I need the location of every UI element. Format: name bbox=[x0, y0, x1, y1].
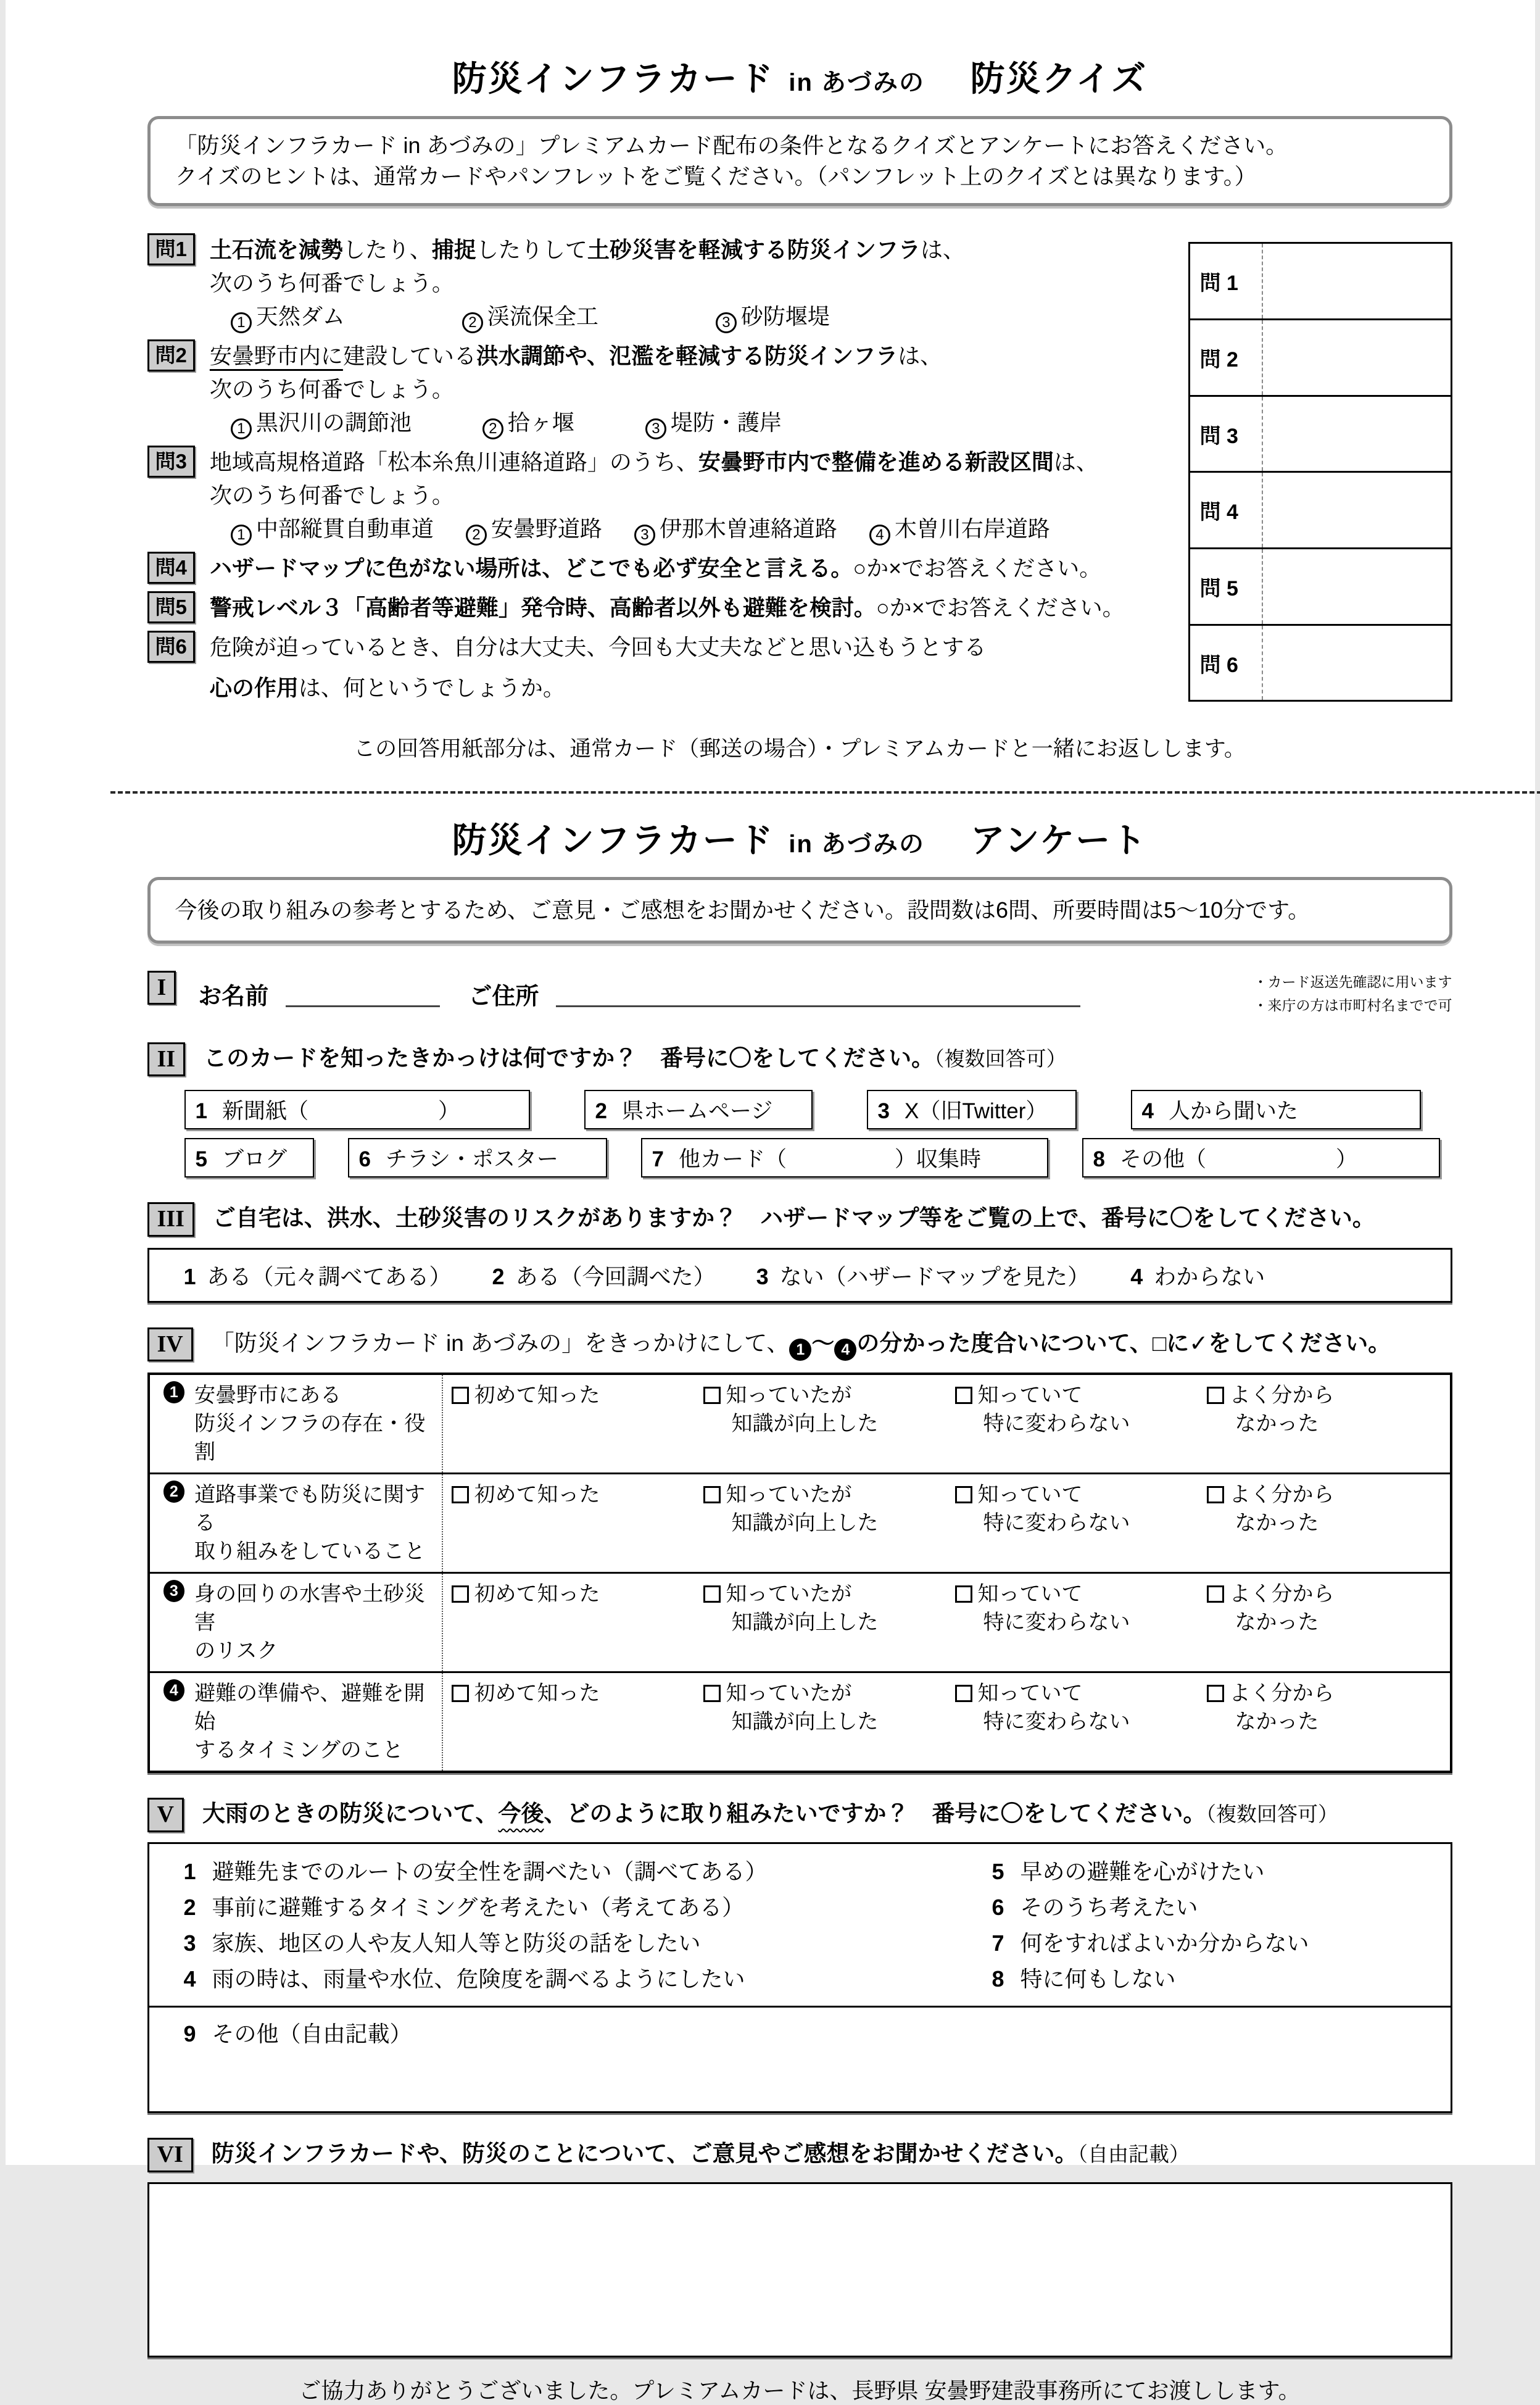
source-option-word-of-mouth[interactable]: 4 人から聞いた bbox=[1131, 1090, 1421, 1129]
section-4-title-plain: 「防災インフラカード in あづみの」をきっかけにして、 bbox=[212, 1331, 790, 1356]
understanding-row-3: 3 身の回りの水害や土砂災害 のリスク 初めて知った 知っていたが 知識が向上した 知っていて 特に変わらない よく分から なかった bbox=[150, 1574, 1450, 1673]
checkbox-icon[interactable] bbox=[452, 1685, 469, 1702]
section-6-badge: VI bbox=[147, 2138, 193, 2172]
survey-title-suffix: アンケート bbox=[971, 821, 1148, 860]
checkbox-icon[interactable] bbox=[703, 1387, 721, 1404]
checkbox-icon[interactable] bbox=[955, 1685, 972, 1702]
answer-sheet-page bbox=[6, 0, 1535, 2165]
return-note: この回答用紙部分は、通常カード（郵送の場合）・プレミアムカードと一緒にお返しします。 bbox=[147, 732, 1452, 763]
row4-option-did-not-understand: よく分から なかった bbox=[1198, 1673, 1450, 1771]
section-5-note: （複数回答可） bbox=[1206, 1803, 1338, 1826]
question-3-option-3: 3 伊那木曽連絡道路 bbox=[634, 512, 837, 546]
checkbox-icon[interactable] bbox=[703, 1685, 721, 1702]
address-field[interactable] bbox=[556, 981, 1080, 1007]
answer-label-6: 問 6 bbox=[1190, 626, 1263, 700]
question-1-badge: 問1 bbox=[147, 233, 195, 265]
row4-option-knew-improved: 知っていたが 知識が向上した bbox=[695, 1673, 946, 1771]
checkbox-icon[interactable] bbox=[452, 1486, 469, 1503]
row1-option-knew-unchanged: 知っていて 特に変わらない bbox=[946, 1375, 1198, 1472]
section-2-title: このカードを知ったきかっけは何ですか？ 番号に〇をしてください。 bbox=[204, 1045, 934, 1071]
question-6-badge: 問6 bbox=[147, 631, 195, 662]
note-municipality: ・来庁の方は市町村名までで可 bbox=[1254, 994, 1452, 1018]
checkbox-icon[interactable] bbox=[955, 1486, 972, 1503]
risk-options-box bbox=[147, 1248, 1452, 1303]
quiz-question-4 bbox=[147, 552, 1172, 585]
answer-label-5: 問 5 bbox=[1190, 549, 1263, 624]
section-4-title-bold: の分かった度合いについて、□に✓をしてください。 bbox=[856, 1331, 1391, 1356]
understanding-table bbox=[147, 1373, 1452, 1773]
survey-title bbox=[147, 821, 1452, 860]
risk-option-4[interactable]: 4 わからない bbox=[1130, 1260, 1265, 1291]
section-4-badge: IV bbox=[147, 1327, 193, 1362]
question-2-prompt: 次のうち何番でしょう。 bbox=[210, 373, 1172, 406]
understanding-row-4: 4 避難の準備や、避難を開始 するタイミングのこと 初めて知った 知っていたが 知識が向上した 知っていて 特に変わらない よく分から なかった bbox=[150, 1673, 1450, 1771]
section-5-title-wavy: 今後 bbox=[498, 1801, 544, 1826]
row3-option-first-learned: 初めて知った bbox=[443, 1574, 695, 1671]
filled-circle-number-icon: 2 bbox=[164, 1481, 185, 1503]
answer-row-5 bbox=[1190, 549, 1451, 626]
section-2-how-learned bbox=[147, 1042, 1452, 1178]
question-4-badge: 問4 bbox=[147, 552, 195, 583]
checkbox-icon[interactable] bbox=[1207, 1585, 1224, 1603]
source-option-pref-website[interactable]: 2 県ホームページ bbox=[584, 1090, 813, 1129]
row2-option-knew-unchanged: 知っていて 特に変わらない bbox=[946, 1474, 1198, 1572]
section-6-note: （自由記載） bbox=[1078, 2143, 1190, 2166]
question-6-text-line-2: 心の作用は、何というでしょうか。 bbox=[210, 671, 1172, 705]
question-2-option-2: 2 拾ヶ堰 bbox=[482, 406, 574, 439]
checkbox-icon[interactable] bbox=[1207, 1486, 1224, 1503]
quiz-question-1 bbox=[147, 233, 1172, 333]
question-1-text: 土石流を減勢したり、捕捉したりして土砂災害を軽減する防災インフラは、 bbox=[210, 233, 1172, 267]
circled-number-icon: 2 bbox=[462, 312, 483, 333]
answer-cell-3[interactable] bbox=[1263, 397, 1451, 471]
question-5-text: 警戒レベル３「高齢者等避難」発令時、高齢者以外も避難を検討。○か×でお答えください。 bbox=[210, 591, 1172, 625]
question-2-option-1: 1 黒沢川の調節池 bbox=[231, 406, 412, 439]
action-options-left-column bbox=[184, 1854, 992, 1997]
section-5-title-part-2: 、どのように取り組みたいですか？ 番号に〇をしてください。 bbox=[544, 1801, 1206, 1826]
checkbox-icon[interactable] bbox=[1207, 1685, 1224, 1702]
risk-option-2[interactable]: 2 ある（今回調べた） bbox=[492, 1260, 716, 1291]
question-1-prompt: 次のうち何番でしょう。 bbox=[210, 267, 1172, 300]
question-1-option-1: 1 天然ダム bbox=[231, 300, 345, 333]
section-4-understanding: IV 「防災インフラカード in あづみの」をきっかけにして、 1 ～ 4 の分かった度合いについて、□に✓をしてください。 1 安曇野市にある 防災インフラの存在・役割 初めて知った 知っていたが 知識が向上した 知っていて 特に変わらない よく分から なかった 2 道路事業でも防災に関する 取り組みをしていること 初めて知った 知っていたが 知識が向上した 知っていて 特に変わらない よく分から なかった 3 身の回りの水害や土砂災害 のリスク 初めて知った 知っていたが 知識が向上した 知っていて 特に変わらない よく分から なかった 4 避難の準備や、避難を開始 するタイミングのこと 初めて知った 知っていたが 知識が向上した 知っていて 特に変わらない よく分から なかった bbox=[147, 1327, 1452, 1774]
action-option-7[interactable]: 7 何をすればよいか分からない bbox=[992, 1925, 1432, 1961]
question-2-option-3: 3 堤防・護岸 bbox=[645, 406, 782, 439]
question-3-text: 地域高規格道路「松本糸魚川連絡道路」のうち、安曇野市内で整備を進める新設区間は、 bbox=[210, 446, 1172, 479]
quiz-question-6 bbox=[147, 631, 1172, 705]
section-3-title: ご自宅は、洪水、土砂災害のリスクがありますか？ ハザードマップ等をご覧の上で、番号に〇をしてください。 bbox=[213, 1202, 1375, 1234]
question-3-options bbox=[210, 512, 1172, 546]
question-3-badge: 問3 bbox=[147, 446, 195, 477]
circled-number-icon: 3 bbox=[645, 418, 666, 439]
question-2-text: 安曇野市内に建設している洪水調節や、氾濫を軽減する防災インフラは、 bbox=[210, 339, 1172, 373]
checkbox-icon[interactable] bbox=[955, 1585, 972, 1603]
answer-cell-2[interactable] bbox=[1263, 320, 1451, 395]
row2-option-knew-improved: 知っていたが 知識が向上した bbox=[695, 1474, 946, 1572]
action-option-6[interactable]: 6 そのうち考えたい bbox=[992, 1890, 1432, 1925]
filled-circle-number-icon: 1 bbox=[789, 1339, 811, 1361]
action-options-box bbox=[147, 1842, 1452, 2113]
quiz-intro-line-2: クイズのヒントは、通常カードやパンフレットをご覧ください。（パンフレット上のクイズとは異なります。） bbox=[175, 161, 1425, 192]
circled-number-icon: 2 bbox=[466, 525, 487, 546]
quiz-intro-line-1: 「防災インフラカード in あづみの」プレミアムカード配布の条件となるクイズとアンケートにお答えください。 bbox=[175, 130, 1425, 161]
answer-cell-6[interactable] bbox=[1263, 626, 1451, 700]
survey-title-main: 防災インフラカード bbox=[452, 821, 774, 860]
quiz-question-3 bbox=[147, 446, 1172, 546]
answer-row-6 bbox=[1190, 626, 1451, 700]
section-5-future-actions bbox=[147, 1798, 1452, 2113]
quiz-questions bbox=[147, 233, 1172, 705]
question-2-options bbox=[210, 406, 1172, 439]
section-1-notes bbox=[1254, 971, 1452, 1018]
quiz-title-suffix: 防災クイズ bbox=[971, 59, 1148, 98]
row3-option-did-not-understand: よく分から なかった bbox=[1198, 1574, 1450, 1671]
understanding-row-1: 1 安曇野市にある 防災インフラの存在・役割 初めて知った 知っていたが 知識が向上した 知っていて 特に変わらない よく分から なかった bbox=[150, 1375, 1450, 1474]
circled-number-icon: 1 bbox=[231, 418, 252, 439]
section-1-name-address bbox=[147, 971, 1452, 1018]
risk-option-3[interactable]: 3 ない（ハザードマップを見た） bbox=[756, 1260, 1090, 1291]
quiz-title bbox=[147, 59, 1452, 99]
question-3-option-1: 1 中部縦貫自動車道 bbox=[231, 512, 434, 546]
checkbox-icon[interactable] bbox=[452, 1387, 469, 1404]
action-option-other bbox=[149, 2008, 1451, 2111]
question-3-option-4: 4 木曽川右岸道路 bbox=[869, 512, 1050, 546]
action-option-4[interactable]: 4 雨の時は、雨量や水位、危険度を調べるようにしたい bbox=[184, 1961, 992, 1997]
answer-row-2 bbox=[1190, 320, 1451, 397]
note-card-return: ・カード返送先確認に用います bbox=[1254, 971, 1452, 994]
address-label: ご住所 bbox=[468, 977, 539, 1011]
question-1-option-3: 3 砂防堰堤 bbox=[716, 300, 830, 333]
row4-option-knew-unchanged: 知っていて 特に変わらない bbox=[946, 1673, 1198, 1771]
source-options-row-2 bbox=[184, 1138, 1452, 1178]
row2-option-first-learned: 初めて知った bbox=[443, 1474, 695, 1572]
action-options-right-column bbox=[992, 1854, 1432, 1997]
checkbox-icon[interactable] bbox=[452, 1585, 469, 1603]
source-option-other-card[interactable]: 7 他カード（ ）収集時 bbox=[641, 1138, 1048, 1178]
answer-label-3: 問 3 bbox=[1190, 397, 1263, 471]
comments-free-text-area[interactable] bbox=[147, 2182, 1452, 2357]
filled-circle-number-icon: 3 bbox=[164, 1580, 185, 1602]
quiz-question-2 bbox=[147, 339, 1172, 439]
footer-thanks: ご協力ありがとうございました。プレミアムカードは、長野県 安曇野建設事務所にてお渡しします。 bbox=[147, 2374, 1452, 2405]
question-3-prompt: 次のうち何番でしょう。 bbox=[210, 479, 1172, 512]
section-5-title-part-1: 大雨のときの防災について、 bbox=[202, 1801, 499, 1826]
row2-option-did-not-understand: よく分から なかった bbox=[1198, 1474, 1450, 1572]
understanding-row-2: 2 道路事業でも防災に関する 取り組みをしていること 初めて知った 知っていたが 知識が向上した 知っていて 特に変わらない よく分から なかった bbox=[150, 1474, 1450, 1574]
answer-label-1: 問 1 bbox=[1190, 244, 1263, 318]
answer-label-2: 問 2 bbox=[1190, 320, 1263, 395]
risk-option-1[interactable]: 1 ある（元々調べてある） bbox=[184, 1260, 452, 1291]
row4-option-first-learned: 初めて知った bbox=[443, 1673, 695, 1771]
quiz-body bbox=[147, 233, 1452, 721]
other-free-text-area[interactable] bbox=[184, 2052, 1432, 2111]
filled-circle-number-icon: 1 bbox=[164, 1381, 185, 1403]
quiz-title-mid: in あづみの bbox=[789, 69, 925, 96]
section-6-comments bbox=[147, 2138, 1452, 2357]
question-6-text-line-1: 危険が迫っているとき、自分は大丈夫、今回も大丈夫などと思い込もうとする bbox=[210, 631, 1172, 664]
survey-intro-text: 今後の取り組みの参考とするため、ご意見・ご感想をお聞かせください。設問数は6問、所要時間は5～10分です。 bbox=[175, 895, 1425, 926]
circled-number-icon: 2 bbox=[482, 418, 503, 439]
source-option-newspaper[interactable]: 1 新聞紙（ ） bbox=[184, 1090, 530, 1129]
action-option-5[interactable]: 5 早めの避難を心がけたい bbox=[992, 1854, 1432, 1890]
quiz-answer-table bbox=[1188, 242, 1452, 702]
answer-label-4: 問 4 bbox=[1190, 473, 1263, 547]
row1-option-first-learned: 初めて知った bbox=[443, 1375, 695, 1472]
answer-row-4 bbox=[1190, 473, 1451, 549]
checkbox-icon[interactable] bbox=[1207, 1387, 1224, 1404]
row1-option-did-not-understand: よく分から なかった bbox=[1198, 1375, 1450, 1472]
row3-option-knew-unchanged: 知っていて 特に変わらない bbox=[946, 1574, 1198, 1671]
circled-number-icon: 3 bbox=[716, 312, 737, 333]
source-option-flyer-poster[interactable]: 6 チラシ・ポスター bbox=[348, 1138, 607, 1178]
section-2-note: （複数回答可） bbox=[934, 1047, 1067, 1070]
action-option-2[interactable]: 2 事前に避難するタイミングを考えたい（考えてある） bbox=[184, 1890, 992, 1925]
section-3-home-risk bbox=[147, 1202, 1452, 1303]
answer-cell-4[interactable] bbox=[1263, 473, 1451, 547]
section-2-badge: II bbox=[147, 1042, 186, 1077]
source-option-blog[interactable]: 5 ブログ bbox=[184, 1138, 314, 1178]
row3-option-knew-improved: 知っていたが 知識が向上した bbox=[695, 1574, 946, 1671]
section-3-badge: III bbox=[147, 1202, 194, 1237]
action-option-1[interactable]: 1 避難先までのルートの安全性を調べたい（調べてある） bbox=[184, 1854, 992, 1890]
checkbox-icon[interactable] bbox=[703, 1486, 721, 1503]
action-option-3[interactable]: 3 家族、地区の人や友人知人等と防災の話をしたい bbox=[184, 1925, 992, 1961]
circled-number-icon: 4 bbox=[869, 525, 890, 546]
circled-number-icon: 1 bbox=[231, 525, 252, 546]
source-options-row-1 bbox=[184, 1090, 1452, 1129]
question-1-options bbox=[210, 300, 1172, 333]
name-label: お名前 bbox=[198, 977, 268, 1011]
checkbox-icon[interactable] bbox=[703, 1585, 721, 1603]
checkbox-icon[interactable] bbox=[955, 1387, 972, 1404]
action-option-8[interactable]: 8 特に何もしない bbox=[992, 1961, 1432, 1997]
answer-cell-1[interactable] bbox=[1263, 244, 1451, 318]
answer-cell-5[interactable] bbox=[1263, 549, 1451, 624]
section-1-badge: I bbox=[147, 971, 176, 1005]
name-field[interactable] bbox=[286, 981, 440, 1007]
section-5-badge: V bbox=[147, 1798, 184, 1832]
source-option-x-twitter[interactable]: 3 X（旧Twitter） bbox=[867, 1090, 1077, 1129]
quiz-question-5 bbox=[147, 591, 1172, 625]
quiz-title-main: 防災インフラカード bbox=[452, 59, 774, 98]
section-6-title: 防災インフラカードや、防災のことについて、ご意見やご感想をお聞かせください。 bbox=[212, 2141, 1078, 2166]
action-option-9[interactable]: 9 その他（自由記載） bbox=[184, 2016, 1432, 2052]
source-option-other[interactable]: 8 その他（ ） bbox=[1082, 1138, 1440, 1178]
quiz-intro-box bbox=[147, 116, 1452, 206]
question-2-badge: 問2 bbox=[147, 339, 195, 371]
question-5-badge: 問5 bbox=[147, 591, 195, 623]
question-4-text: ハザードマップに色がない場所は、どこでも必ず安全と言える。○か×でお答えください。 bbox=[210, 552, 1172, 585]
filled-circle-number-icon: 4 bbox=[164, 1679, 185, 1701]
question-3-option-2: 2 安曇野道路 bbox=[466, 512, 602, 546]
cut-line-separator bbox=[110, 791, 1540, 794]
circled-number-icon: 3 bbox=[634, 525, 655, 546]
circled-number-icon: 1 bbox=[231, 312, 252, 333]
answer-row-1 bbox=[1190, 244, 1451, 320]
survey-title-mid: in あづみの bbox=[789, 831, 925, 858]
filled-circle-number-icon: 4 bbox=[834, 1339, 856, 1361]
row1-option-knew-improved: 知っていたが 知識が向上した bbox=[695, 1375, 946, 1472]
answer-row-3 bbox=[1190, 397, 1451, 473]
question-1-option-2: 2 渓流保全工 bbox=[462, 300, 598, 333]
survey-intro-box bbox=[147, 877, 1452, 944]
